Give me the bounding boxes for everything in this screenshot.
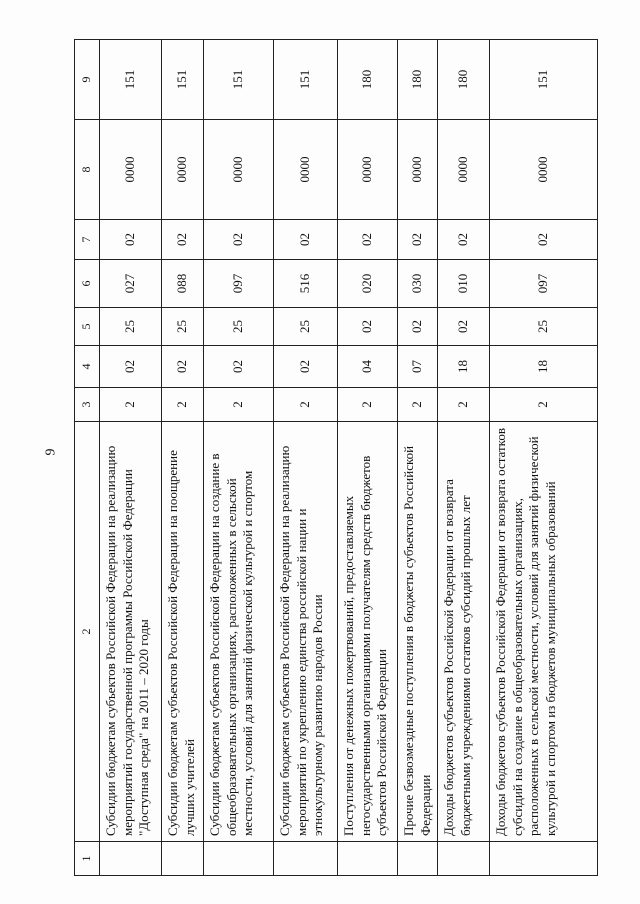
code-cell-col4: 18: [438, 346, 490, 388]
code-cell-col3: 2: [490, 388, 598, 422]
code-cell-col5: 02: [438, 308, 490, 346]
code-cell-col9: 180: [438, 40, 490, 120]
code-cell-col7: 02: [490, 220, 598, 260]
table-row: [162, 40, 204, 876]
code-cell-col9: 180: [338, 40, 398, 120]
code-cell-col9: 151: [100, 40, 162, 120]
code-cell-col6: 097: [490, 260, 598, 308]
table-row: [100, 40, 162, 876]
header-cell: 2: [75, 422, 100, 842]
revenue-classification-table-container: [74, 40, 594, 876]
code-cell-col5: 02: [398, 308, 438, 346]
code-cell-col7: 02: [274, 220, 338, 260]
code-cell-col1: [338, 842, 398, 876]
code-cell-col7: 02: [204, 220, 274, 260]
code-cell-col1: [398, 842, 438, 876]
code-cell-col6: 010: [438, 260, 490, 308]
header-cell: 1: [75, 842, 100, 876]
code-cell-col3: 2: [398, 388, 438, 422]
table-row: [490, 40, 598, 876]
header-cell: 7: [75, 220, 100, 260]
code-cell-col8: 0000: [438, 120, 490, 220]
code-cell-col1: [162, 842, 204, 876]
code-cell-col1: [100, 842, 162, 876]
code-cell-col8: 0000: [274, 120, 338, 220]
code-cell-col5: 25: [162, 308, 204, 346]
code-cell-col6: 097: [204, 260, 274, 308]
code-cell-col9: 151: [204, 40, 274, 120]
code-cell-col3: 2: [204, 388, 274, 422]
code-cell-col9: 151: [162, 40, 204, 120]
header-cell: 9: [75, 40, 100, 120]
table-row: [398, 40, 438, 876]
description-cell: Прочие безвозмездные поступления в бюджеты субъектов Российской Федерации: [398, 422, 438, 842]
table-row: [438, 40, 490, 876]
code-cell-col7: 02: [338, 220, 398, 260]
code-cell-col4: 07: [398, 346, 438, 388]
description-cell: Доходы бюджетов субъектов Российской Федерации от возврата остатков субсидий на создание в общеобразовательных организациях, расположенных в сельской местности, условий для занятий физической культурой и спортом из бюджетов муниципальных образований: [490, 422, 598, 842]
description-cell: Поступления от денежных пожертвований, предоставляемых негосударственными организациями получателям средств бюджетов субъектов Российской Федерации: [338, 422, 398, 842]
header-cell: 3: [75, 388, 100, 422]
code-cell-col7: 02: [398, 220, 438, 260]
code-cell-col8: 0000: [338, 120, 398, 220]
header-cell: 5: [75, 308, 100, 346]
code-cell-col1: [204, 842, 274, 876]
code-cell-col3: 2: [438, 388, 490, 422]
code-cell-col6: 030: [398, 260, 438, 308]
description-cell: Субсидии бюджетам субъектов Российской Федерации на поощрение лучших учителей: [162, 422, 204, 842]
code-cell-col1: [490, 842, 598, 876]
code-cell-col9: 151: [274, 40, 338, 120]
code-cell-col8: 0000: [162, 120, 204, 220]
code-cell-col6: 020: [338, 260, 398, 308]
table-header-row: [75, 40, 100, 876]
table-row: [204, 40, 274, 876]
description-cell: Доходы бюджетов субъектов Российской Федерации от возврата бюджетными учреждениями остатков субсидий прошлых лет: [438, 422, 490, 842]
code-cell-col8: 0000: [204, 120, 274, 220]
code-cell-col6: 027: [100, 260, 162, 308]
description-cell: Субсидии бюджетам субъектов Российской Федерации на создание в общеобразовательных организациях, расположенных в сельской местности, условий для занятий физической культурой и спортом: [204, 422, 274, 842]
code-cell-col5: 02: [338, 308, 398, 346]
code-cell-col6: 516: [274, 260, 338, 308]
code-cell-col5: 25: [204, 308, 274, 346]
code-cell-col3: 2: [162, 388, 204, 422]
code-cell-col4: 02: [100, 346, 162, 388]
code-cell-col5: 25: [274, 308, 338, 346]
code-cell-col4: 02: [204, 346, 274, 388]
code-cell-col4: 04: [338, 346, 398, 388]
code-cell-col6: 088: [162, 260, 204, 308]
code-cell-col7: 02: [162, 220, 204, 260]
table-row: [338, 40, 398, 876]
code-cell-col5: 25: [100, 308, 162, 346]
revenue-classification-table: [74, 39, 598, 876]
page-number: 9: [43, 448, 59, 456]
header-cell: 6: [75, 260, 100, 308]
header-cell: 8: [75, 120, 100, 220]
code-cell-col7: 02: [100, 220, 162, 260]
table-row: [274, 40, 338, 876]
code-cell-col3: 2: [338, 388, 398, 422]
code-cell-col8: 0000: [100, 120, 162, 220]
code-cell-col9: 151: [490, 40, 598, 120]
code-cell-col3: 2: [100, 388, 162, 422]
code-cell-col4: 02: [274, 346, 338, 388]
code-cell-col3: 2: [274, 388, 338, 422]
code-cell-col8: 0000: [398, 120, 438, 220]
code-cell-col4: 18: [490, 346, 598, 388]
description-cell: Субсидии бюджетам субъектов Российской Федерации на реализацию мероприятий по укреплению единства российской нации и этнокультурному развитию народов России: [274, 422, 338, 842]
header-cell: 4: [75, 346, 100, 388]
code-cell-col1: [438, 842, 490, 876]
description-cell: Субсидии бюджетам субъектов Российской Федерации на реализацию мероприятий государственной программы Российской Федерации "Доступная среда" на 2011 – 2020 годы: [100, 422, 162, 842]
code-cell-col9: 180: [398, 40, 438, 120]
code-cell-col5: 25: [490, 308, 598, 346]
code-cell-col8: 0000: [490, 120, 598, 220]
code-cell-col7: 02: [438, 220, 490, 260]
code-cell-col1: [274, 842, 338, 876]
code-cell-col4: 02: [162, 346, 204, 388]
